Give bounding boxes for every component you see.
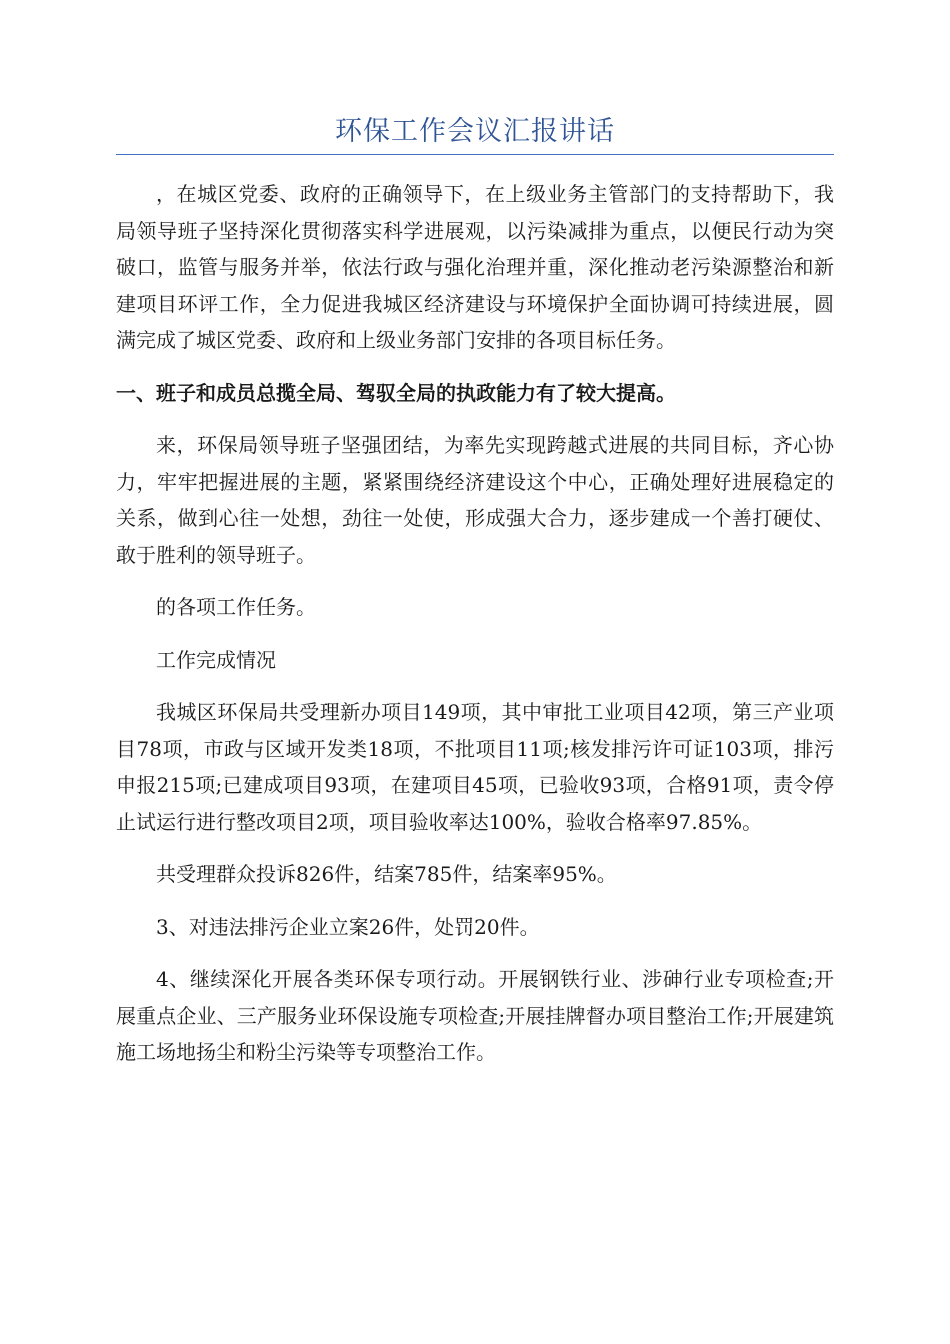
paragraph-projects: 我城区环保局共受理新办项目149项，其中审批工业项目42项，第三产业项目78项，市政与区域开发类18项，不批项目11项;核发排污许可证103项，排污申报215项;已建成项目93项，在建项目45项，已验收93项，合格91项，责令停止试运行进行整改项目2项，项目验收率达100%，验收合格率97.85%。 [116,700,834,834]
document-title: 环保工作会议汇报讲话 [335,116,615,147]
paragraph-work-status: 工作完成情况 [156,647,276,672]
paragraph-leadership: 来，环保局领导班子坚强团结，为率先实现跨越式进展的共同目标，齐心协力，牢牢把握进展的主题，紧紧围绕经济建设这个中心，正确处理好进展稳定的关系，做到心往一处想，劲往一处使，形成强大合力，逐步建成一个善打硬仗、敢于胜利的领导班子。 [116,433,834,567]
section-heading-1: 一、班子和成员总揽全局、驾驭全局的执政能力有了较大提高。 [116,380,676,405]
paragraph-intro: ，在城区党委、政府的正确领导下，在上级业务主管部门的支持帮助下，我局领导班子坚持深化贯彻落实科学进展观，以污染减排为重点，以便民行动为突破口，监管与服务并举，依法行政与强化治理并重，深化推动老污染源整治和新建项目环评工作，全力促进我城区经济建设与环境保护全面协调可持续进展，圆满完成了城区党委、政府和上级业务部门安排的各项目标任务。 [116,182,834,352]
paragraph-complaints: 共受理群众投诉826件，结案785件，结案率95%。 [156,862,617,886]
paragraph-special-actions: 4、继续深化开展各类环保专项行动。开展钢铁行业、涉砷行业专项检查;开展重点企业、三产服务业环保设施专项检查;开展挂牌督办项目整治工作;开展建筑施工场地扬尘和粉尘污染等专项整治工作。 [116,967,834,1064]
document-body [116,176,834,1087]
title-underline [116,154,834,155]
paragraph-violations: 3、对违法排污企业立案26件，处罚20件。 [156,914,540,939]
paragraph-tasks: 的各项工作任务。 [156,595,316,619]
